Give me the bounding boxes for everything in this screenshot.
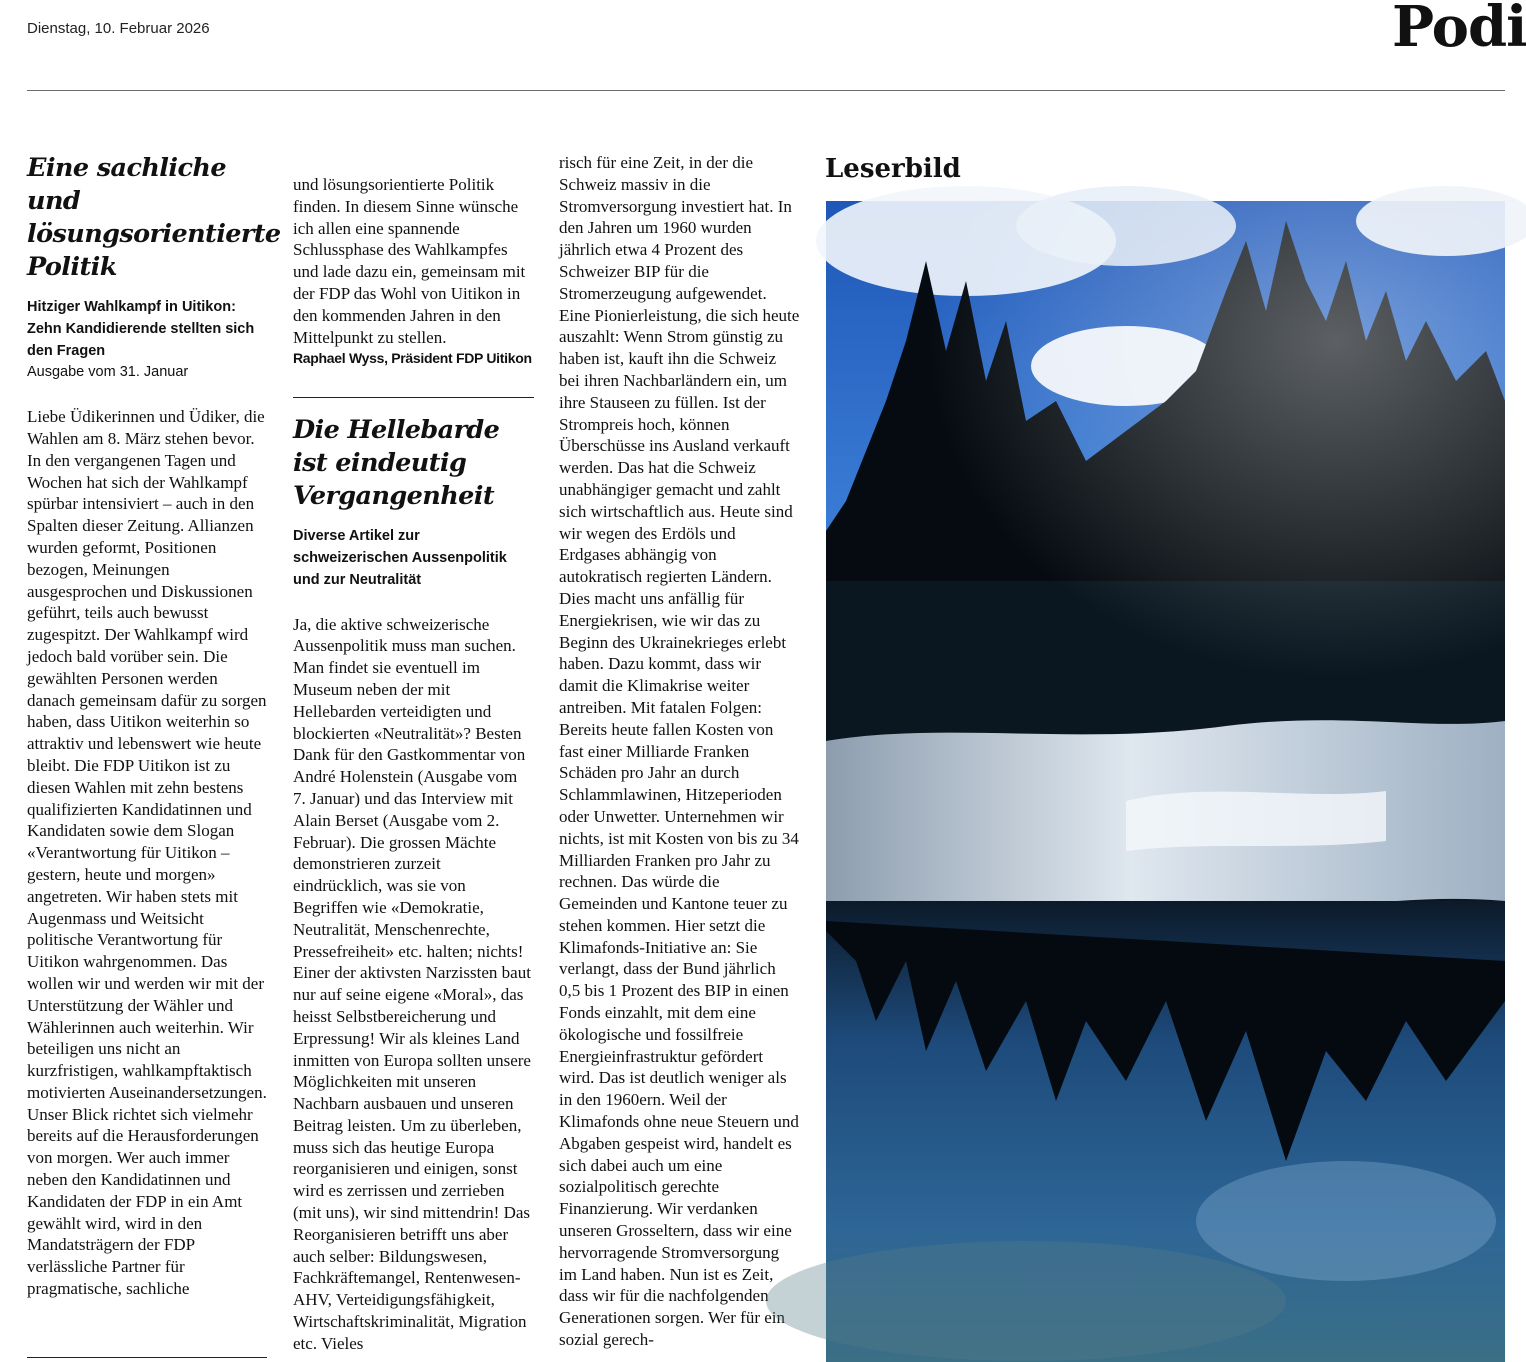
column-1-bottom-rule	[27, 1357, 267, 1358]
column-3	[559, 152, 801, 1351]
column-2	[293, 152, 534, 1355]
letter-reference-issue-1: Ausgabe vom 31. Januar	[27, 364, 189, 381]
letter-body-1: Liebe Üdikerinnen und Üdiker, die Wahlen am 8. März stehen bevor. In den vergangenen Tagen und Wochen hat sich der Wahlkampf spürbar intensiviert – auch in den Spalten dieser Zeitung. Allianzen wurden geformt, Positionen bezogen, Meinungen ausgesprochen und Diskussionen geführt, teils auch bewusst zugespitzt. Der Wahlkampf wird jedoch bald vorüber sein. Die gewählten Personen werden danach gemeinsam dafür zu sorgen haben, dass Uitikon weiterhin so attraktiv und lebenswert wie heute bleibt. Die FDP Uitikon ist zu diesen Wahlen mit zehn bestens qualifizierten Kandidatinnen und Kandidaten sowie dem Slogan «Verantwortung für Uitikon – gestern, heute und morgen» angetreten. Wir haben stets mit Augenmass und Weitsicht politische Verantwortung für Uitikon wahrgenommen. Das wollen wir und werden wir mit der Unterstützung der Wähler und Wählerinnen auch weiterhin. Wir beteiligen uns nicht an kurzfristigen, wahlkampftaktisch motivierten Auseinandersetzungen. Unser Blick richtet sich vielmehr bereits auf die Herausforderungen von morgen. Wer auch immer neben den Kandidatinnen und Kandidaten der FDP in ein Amt gewählt wird, wird in den Mandatsträgern der FDP verlässliche Partner für pragmatische, sachliche	[27, 407, 267, 1299]
letter-author-1: Raphael Wyss, Präsident FDP Uitikon	[293, 350, 532, 367]
article-divider	[293, 397, 534, 398]
letter-headline-1: Eine sachliche und lösungsorientierte Politik	[27, 153, 281, 282]
column-1	[27, 152, 281, 1300]
issue-date: Dienstag, 10. Februar 2026	[27, 20, 210, 37]
letter-headline-2: Die Hellebarde ist eindeutig Vergangenheit	[293, 415, 500, 512]
letter-body-2: Ja, die aktive schweizerische Aussenpolitik muss man suchen. Man findet sie eventuell im Museum neben der mit Hellebarden verteidigten und blockierten «Neutralität»? Besten Dank für den Gastkommentar von André Holenstein (Ausgabe vom 7. Januar) und das Interview mit Alain Berset (Ausgabe vom 2. Februar). Die grossen Mächte demonstrieren zurzeit eindrücklich, was sie von Begriffen wie «Demokratie, Neutralität, Menschenrechte, Pressefreiheit» etc. halten; nichts! Einer der aktivsten Narzissten baut nur auf seine eigene «Moral», das heisst Selbstbereicherung und Erpressung! Wir als kleines Land inmitten von Europa sollten unsere Möglichkeiten mit unseren Nachbarn ausbauen und unseren Beitrag leisten. Um zu überleben, muss sich das heutige Europa reorganisieren und einigen, sonst wird es zerrissen und zerrieben (mit uns), wir sind mittendrin! Das Reorganisieren betrifft uns aber auch selber: Bildungswesen, Fachkräftemangel, Rentenwesen-AHV, Verteidigungsfähigkeit, Wirtschaftskriminalität, Migration etc. Vieles	[293, 614, 531, 1353]
section-title: Podi	[1392, 0, 1526, 60]
letter-body-3: risch für eine Zeit, in der die Schweiz massiv in die Stromversorgung investiert hat. In den Jahren um 1960 wurden jährlich etwa 4 Prozent des Schweizer BIP für die Stromerzeugung aufgewendet. Eine Pionierleistung, die sich heute auszahlt: Wenn Strom günstig zu haben ist, kauft ihn die Schweiz bei ihren Nachbarländern ein, um ihre Stauseen zu füllen. Ist der Strompreis hoch, können Überschüsse ins Ausland verkauft werden. Das hat die Schweiz unabhängiger gemacht und zahlt sich wirtschaftlich aus. Heute sind wir wegen des Erdöls und Erdgases abhängig von autokratisch regierten Ländern. Dies macht uns anfällig für Energiekrisen, wie wir das zu Beginn des Ukrainekrieges erlebt haben. Dazu kommt, dass wir damit die Klimakrise weiter antreiben. Mit fatalen Folgen: Bereits heute fallen Kosten von fast einer Milliarde Franken Schäden pro Jahr an durch Schlammlawinen, Hitzeperioden oder Unwetter. Unternehmen wir nichts, ist mit Kosten von bis zu 34 Milliarden Franken pro Jahr zu rechnen. Das würde die Gemeinden und Kantone teuer zu stehen kommen. Hier setzt die Klimafonds-Initiative an: Sie verlangt, dass der Bund jährlich 0,5 bis 1 Prozent des BIP in einen Fonds einzahlt, mit dem eine ökologische und fossilfreie Energieinfrastruktur gefördert wird. Das ist deutlich weniger als in den 1960ern. Weil der Klimafonds ohne neue Steuern und Abgaben gespeist wird, handelt es sich dabei auch um eine sozialpolitisch gerechte Finanzierung. Wir verdanken unseren Grosseltern, dass wir eine hervorragende Stromversorgung im Land haben. Nun ist es Zeit, dass wir für die nachfolgenden Generationen sorgen. Wer für ein sozial gerech-	[559, 153, 800, 1350]
letter-reference-title-1: Hitziger Wahlkampf in Uitikon: Zehn Kandidierende stellten sich den Fragen	[27, 299, 255, 359]
letter-reference-title-2: Diverse Artikel zur schweizerischen Aussenpolitik und zur Neutralität	[293, 528, 507, 588]
forest-lake-image	[826, 201, 1505, 1362]
letter-body-1-continued: und lösungsorientierte Politik finden. In diesem Sinne wünsche ich allen eine spannende Schlussphase des Wahlkampfes und lade dazu ein, gemeinsam mit der FDP das Wohl von Uitikon in den kommenden Jahren in den Mittelpunkt zu stellen.	[293, 175, 526, 347]
reader-photo	[826, 201, 1505, 1362]
reader-photo-title: Leserbild	[825, 154, 961, 184]
header-rule	[27, 90, 1505, 91]
